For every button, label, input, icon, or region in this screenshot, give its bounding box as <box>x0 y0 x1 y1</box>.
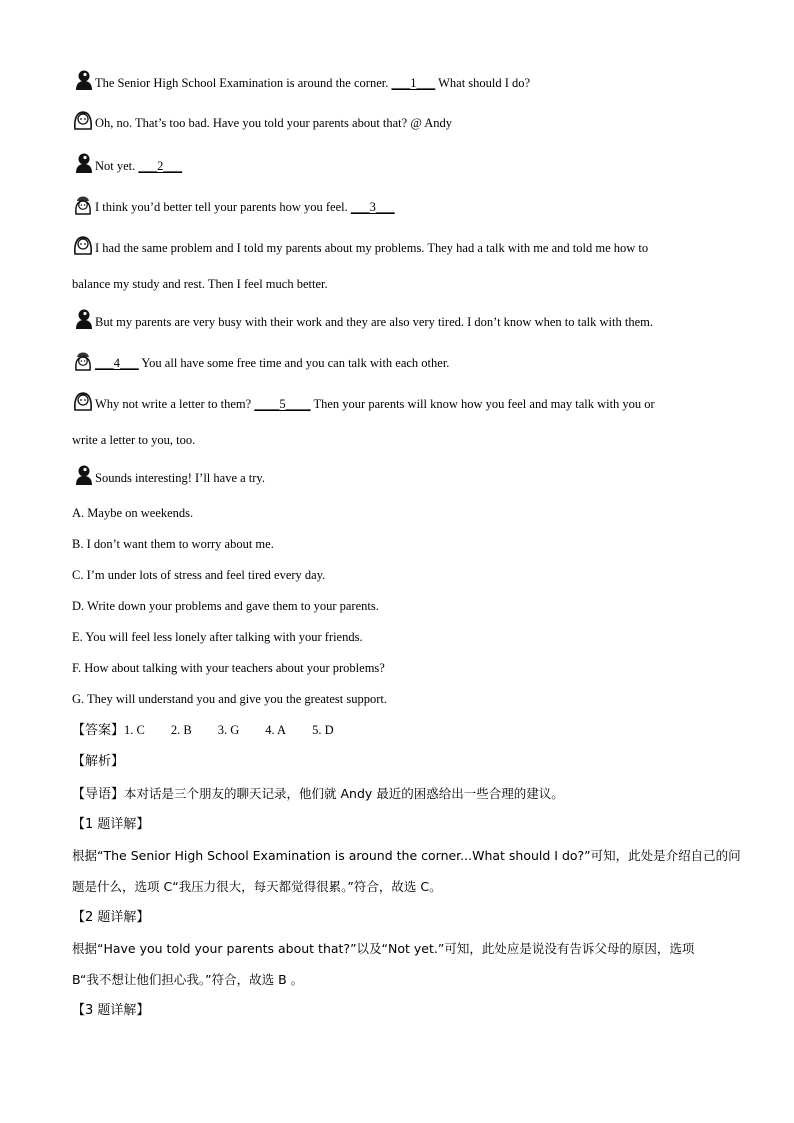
girl-avatar-icon <box>72 234 94 256</box>
girl-hat-avatar-icon <box>72 349 94 371</box>
boy-avatar-icon <box>72 152 94 174</box>
chat-text: Then your parents will know how you feel and may talk with you or <box>310 397 655 411</box>
chat-message-7 <box>72 349 449 371</box>
guide-line <box>72 786 564 803</box>
chat-text: Sounds interesting! I’ll have a try. <box>95 471 265 485</box>
chat-text: I had the same problem and I told my parents about my problems. They had a talk with me and told me how to <box>95 241 649 255</box>
girl-avatar-icon <box>72 109 94 131</box>
answer-item: 5. D <box>312 723 334 737</box>
chat-text: But my parents are very busy with their work and they are also very tired. I don’t know when to talk with them. <box>95 315 653 329</box>
chat-message-3 <box>72 152 182 174</box>
chat-text: Why not write a letter to them? <box>95 397 255 411</box>
option-a: A. Maybe on weekends. <box>72 506 194 520</box>
q1-label: 【1 题详解】 <box>72 817 150 832</box>
option-c: C. I’m under lots of stress and feel tired every day. <box>72 568 326 582</box>
blank-5[interactable]: ____5____ <box>254 397 311 411</box>
option-d: D. Write down your problems and gave them to your parents. <box>72 599 379 613</box>
chat-message-9 <box>72 464 265 486</box>
chat-message-6 <box>72 308 653 330</box>
chat-text-continued: balance my study and rest. Then I feel much better. <box>72 277 328 291</box>
option-e: E. You will feel less lonely after talking with your friends. <box>72 630 363 644</box>
blank-3[interactable]: ___3___ <box>350 200 395 214</box>
chat-text: The Senior High School Examination is around the corner. <box>95 76 392 90</box>
answer-label: 【答案】 <box>72 723 125 738</box>
guide-label: 【导语】 <box>72 787 125 802</box>
chat-message-5 <box>72 234 648 256</box>
analysis-label: 【解析】 <box>72 754 125 769</box>
option-b: B. I don’t want them to worry about me. <box>72 537 274 551</box>
answer-item: 2. B <box>170 723 192 737</box>
chat-text: You all have some free time and you can talk with each other. <box>138 356 450 370</box>
option-f: F. How about talking with your teachers about your problems? <box>72 661 385 675</box>
chat-text: Not yet. <box>95 159 139 173</box>
chat-message-4 <box>72 193 395 215</box>
boy-avatar-icon <box>72 464 94 486</box>
answer-item: 1. C <box>124 723 145 737</box>
chat-text-continued: write a letter to you, too. <box>72 433 196 447</box>
chat-text: Oh, no. That’s too bad. Have you told your parents about that? @ Andy <box>95 116 453 130</box>
q2-explanation-line1: 根据“Have you told your parents about that?”以及“Not yet.”可知，此处应是说没有告诉父母的原因，选项 <box>72 941 695 956</box>
answer-line <box>72 722 360 739</box>
q1-explanation-line1: 根据“The Senior High School Examination is around the corner...What should I do?”可知，此处是介绍自己的问 <box>72 848 741 863</box>
answer-item: 4. A <box>265 723 287 737</box>
blank-2[interactable]: ___2___ <box>138 159 183 173</box>
blank-1[interactable]: ___1___ <box>391 76 436 90</box>
q2-explanation-line2: B“我不想让他们担心我。”符合，故选 B 。 <box>72 972 304 987</box>
chat-text: What should I do? <box>435 76 531 90</box>
boy-avatar-icon <box>72 69 94 91</box>
boy-avatar-icon <box>72 308 94 330</box>
chat-text: I think you’d better tell your parents how you feel. <box>95 200 351 214</box>
q3-label: 【3 题详解】 <box>72 1003 150 1018</box>
girl-hat-avatar-icon <box>72 193 94 215</box>
q1-explanation-line2: 题是什么，选项 C“我压力很大，每天都觉得很累。”符合，故选 C。 <box>72 879 442 894</box>
guide-text: 本对话是三个朋友的聊天记录，他们就 Andy 最近的困惑给出一些合理的建议。 <box>124 786 564 801</box>
option-g: G. They will understand you and give you the greatest support. <box>72 692 387 706</box>
chat-message-8 <box>72 390 655 412</box>
blank-4[interactable]: ___4___ <box>95 356 139 370</box>
answer-item: 3. G <box>217 723 240 737</box>
q2-label: 【2 题详解】 <box>72 910 150 925</box>
girl-avatar-icon <box>72 390 94 412</box>
chat-message-1 <box>72 69 530 91</box>
chat-message-2 <box>72 109 452 131</box>
